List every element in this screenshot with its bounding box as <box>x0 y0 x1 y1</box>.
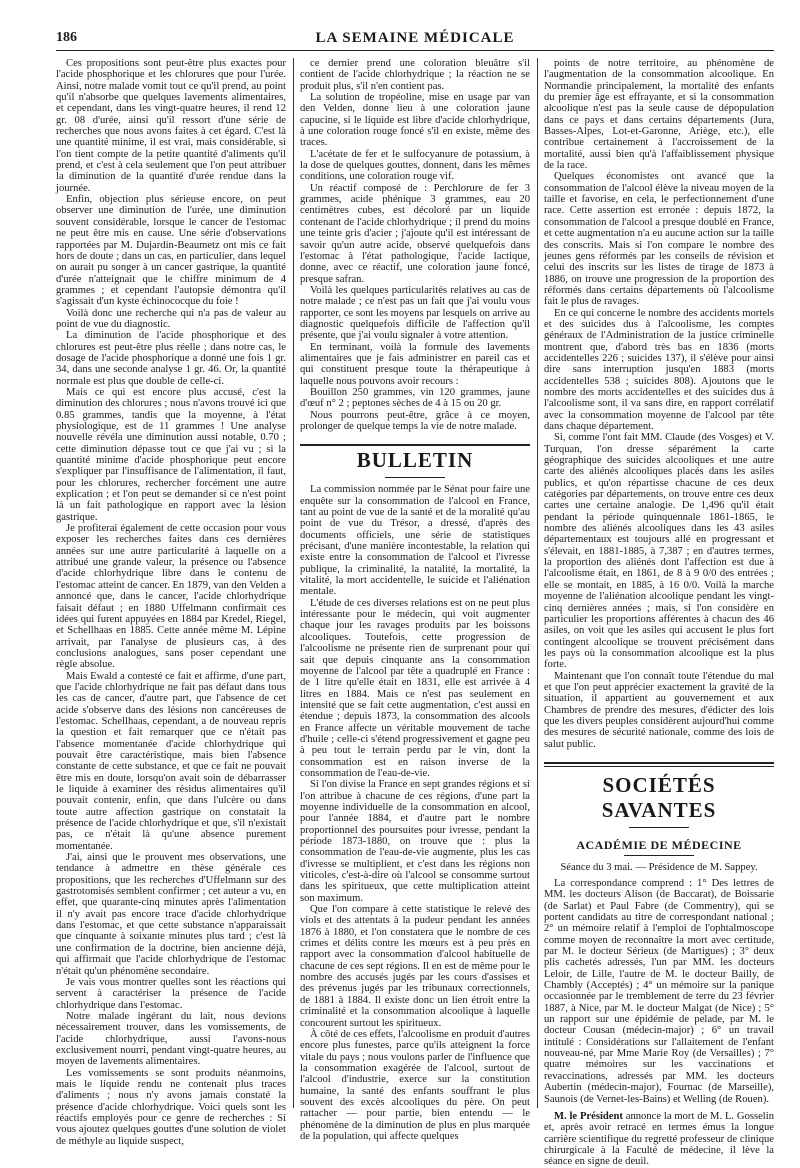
paragraph: Quelques économistes ont avancé que la consommation de l'alcool élève la niveau moyen de la taille et favorise, en cela, le perfectionnement d'une race. Cette assertion est erronée : depuis 1872, la consommation de l'alcool a presque doublé en France, et cette augmentation n'a eu aucune action sur la taille des conscrits. Mais si l'on compare le nombre des jeunes gens réformés par les conseils de révision et celui des inscrits sur les listes de tirage de 1873 à 1886, on trouve une progression de la proportion des réformés dans certains départements où l'alcoolisme fait le plus de ravages. <box>544 171 774 308</box>
heading-rule <box>300 444 530 446</box>
page-header <box>56 28 774 51</box>
paragraph: Voilà les quelques particularités relatives au cas de notre malade ; ce n'est pas un fait que j'ai voulu vous rapporter, ce sont les moyens par lesquels on arrive au diagnostic quelquefois difficile de l'affection qu'il présente, que j'ai voulu signaler à votre attention. <box>300 284 530 342</box>
paragraph <box>544 1111 774 1168</box>
paragraph: Je profiterai également de cette occasion pour vous exposer les recherches faites dans ces dernières années sur une autre particularité à laquelle on a attribué une grande valeur, la présence ou l'absence d'acide chlorhydrique libre dans le contenu de l'estomac atteint de cancer. En 1879, van den Velden a annoncé que, dans le cancer, l'acide chlorhydrique faisait défaut ; en 1880 Uffelmann confirmait ces idées qui furent appuyées en 1884 par Kredel, Riegel, et Schellhaas en 1885. Cette année même M. Lépine arrivait, par l'analyse de plusieurs cas, à des conclusions analogues, sans poser cependant une règle absolue. <box>56 523 286 671</box>
heading-underline <box>629 827 689 828</box>
paragraph: En terminant, voilà la formule des lavements alimentaires que je fais administrer en pareil cas et qui constituent presque toute la thérapeutique à laquelle nous pouvons avoir recours : <box>300 341 530 387</box>
societes-heading <box>544 762 774 828</box>
heading-rule <box>544 762 774 764</box>
paragraph: Mais ce qui est encore plus accusé, c'est la diminution des chlorures ; nous n'avons trouvé ici que 0.85 grammes, tandis que la moyenne, à l'état physiologique, est de 11 grammes ! Une analyse nouvelle révéla une diminution aussi notable, 0.70 ; cette diminution dépasse tout ce que j'ai vu ; si la quantité minime d'acide phosphorique peut encore s'expliquer par l'insuffisance de l'alimentation, il faut, pour les chlorures, rechercher forcément une autre explication ; et l'on peut se demander si ce n'est point là un fait pathologique en rapport avec la lésion gastrique. <box>56 386 286 523</box>
paragraph: La solution de tropéoline, mise en usage par van den Velden, donne lieu à une coloration jaune capucine, si le liquide est libre d'acide chlorhydrique, à une coloration rouge foncé s'il en existe, même des traces. <box>300 92 530 149</box>
section-title: SOCIÉTÉS SAVANTES <box>601 772 717 822</box>
paragraph: La diminution de l'acide phosphorique et des chlorures est peut-être plus réelle ; dans notre cas, le dosage de l'acide phosphorique a donné une fois 1 gr. 34, dans une seconde analyse 1 gr. 46. Or, la quantité normale est plus que double de celle-ci. <box>56 330 286 387</box>
paragraph: La commission nommée par le Sénat pour faire une enquête sur la consommation de l'alcool en France, tant au point de vue de la santé et de la moralité qu'au point de vue du Trésor, a dressé, d'après des documents officiels, une série de statistiques précisant, d'une manière incontestable, la relation qui existe entre la consommation de l'alcool et l'ivresse publique, la criminalité, la natalité, la mortalité, la vitalité, la mort accidentelle, le suicide et l'aliénation mentale. <box>300 484 530 598</box>
paragraph: Maintenant que l'on connaît toute l'étendue du mal et que l'on peut apprécier exactement la gravité de la situation, il appartient au gouvernement et aux Chambres de prendre des mesures, d'édicter des lois que les divers peuples considèrent aujourd'hui comme des mesures de sécurité nationale, comme des lois de salut public. <box>544 670 774 750</box>
bulletin-heading <box>300 444 530 478</box>
paragraph: Voilà donc une recherche qui n'a pas de valeur au point de vue du diagnostic. <box>56 307 286 330</box>
paragraph: Ces propositions sont peut-être plus exactes pour l'acide phosphorique et les chlorures que pour l'urée. Ainsi, notre malade vomit tout ce qu'il prend, au point qu'il n'absorbe que quelques lavements alimentaires, et cependant, dans les vingt-quatre heures, il rend 12 gr. 08 d'urée, ainsi qu'il ressort d'une série de recherches que nous avons faites à cet égard. C'est là une quantité minime, il est vrai, mais considérable, si l'on tient compte de la petite quantité d'aliments qu'il prend, et c'est à cela seulement que l'on peut attribuer la diminution de la quantité d'urée rendue dans la journée. <box>56 58 286 194</box>
column-divider <box>293 58 294 1108</box>
president-label: M. le Président <box>554 1110 623 1122</box>
section-title: BULLETIN <box>356 448 474 473</box>
column-3 <box>544 58 774 1168</box>
paragraph: La correspondance comprend : 1° Des lettres de MM. les docteurs Alison (de Baccarat), de Boissarie (de Sarlat) et Paul Fabre (de Commentry), qui se portent candidats au titre de correspondant national ; 2° un mémoire relatif à l'emploi de l'ophtalmoscope comme moyen de reconnaître la mort avec certitude, par M. le docteur Sérieux (de Martigues) ; 3° deux plis cachetés adressés, l'un par MM. les docteurs Leloir, de Lille, l'autre de M. le docteur Bailly, de Chambly (Acceptés) ; 4° un mémoire sur la panique occasionnée par le tremblement de terre du 23 février 1887, à Nice, par M. le docteur Malgat (de Nice) ; 5° un rapport sur une épidémie de pelade, par M. le docteur Cousan (médecin-major) ; 6° un travail intitulé : Considérations sur l'allaitement de l'enfant nouveau-né, par Mme Marie Roy (de Versailles) ; 7° quatre mémoires sur les vaccinations et revaccinations, adressés par MM. les docteurs Aubertin (médecin-major), Fournac (de Marseille), Saunois (de Vernet-les-Bains) et Welling (de Rouen). <box>544 877 774 1105</box>
paragraph-text: annonce la mort de M. L. Gosselin et, après avoir retracé en termes émus la longue carrière scientifique du regretté professeur de clinique chirurgicale à la Faculté de médecine, il lève la séance en signe de deuil. <box>544 1110 774 1168</box>
paragraph: Bouillon 250 grammes, vin 120 grammes, jaune d'œuf n° 2 ; peptones sèches de 4 à 15 ou 20 gr. <box>300 386 530 410</box>
subsection-title: ACADÉMIE DE MÉDECINE <box>576 837 742 852</box>
paragraph: Un réactif composé de : Perchlorure de fer 3 grammes, acide phénique 3 grammes, eau 20 centimètres cubes, est décoloré par un liquide contenant de l'acide chlorhydrique ; il prend du moins une teinte gris d'acier ; j'ajoute qu'il est intéressant de savoir qu'un autre acide, observé quelquefois dans l'estomac à l'état pathologique, l'acide lactique, donne, avec ce réactif, une coloration jaune foncé, presque safran. <box>300 182 530 285</box>
paragraph: Mais Ewald a contesté ce fait et affirme, d'une part, que l'acide chlorhydrique ne fait pas défaut dans tous les cas de cancer, d'autre part, que l'absence de cet acide s'observe dans des lésions non cancéreuses de l'estomac. Schellhaas, cependant, a de nouveau repris la question et fait remarquer que ce n'était pas l'absence momentanée d'acide chlorhydrique qui pouvait être caractéristique, mais bien l'absence constante de cette substance, et que ce fait ne pouvait être mis en doute, lorsqu'on avait soin de débarrasser le liquide à examiner des résidus alimentaires qu'il pouvait contenir, enfin, que dans l'ulcère ou dans toute autre affection gastrique on constatait la présence de l'acide chlorhydrique et que, s'il n'existait pas, ce n'était là qu'une absence purement momentanée. <box>56 670 286 852</box>
paragraph: Enfin, objection plus sérieuse encore, on peut observer une diminution de l'urée, une diminution souvent considérable, lorsque le cancer de l'estomac ne peut être mis en cause. Une série d'observations rapportées par M. Dujardin-Beaumetz ont mis ce fait hors de doute ; dans un cas, en particulier, dans lequel on aurait pu songer à un cancer gastrique, la quantité d'urée n'atteignait que le chiffre minimum de 4 grammes ; et cependant l'autopsie démontra qu'il s'agissait d'un kyste échinococque du foie ! <box>56 194 286 308</box>
paragraph: Si, comme l'ont fait MM. Claude (des Vosges) et V. Turquan, l'on dresse séparément la carte géographique des suicides alcooliques et une autre carte des aliénés alcooliques placés dans les asiles publics, et qu'on répartisse chacune de ces deux catégories par départements, on trouve entre ces deux cartes une certaine analogie. De 1,496 qu'il était pendant la période quinquennale 1861-1865, le nombre des aliénés alcooliques dans les 43 asiles départementaux est toujours allé en progressant et s'élevait, en 1881-1885, à 7,387 ; en d'autres termes, la proportion des aliénés dont l'affection est due à l'alcoolisme était, en 1861, de 8 à 9 0/0 des entrées ; elle se montait, en 1885, à 16 0/0. Voilà la marche moyenne de l'aliénation alcoolique pendant les vingt-cinq dernières années ; mais, si l'on considère en particulier les proportions afférentes à chacun des 46 asiles, on voit que les asiles qui accusent le plus fort contingent alcoolique se trouvent précisément dans les pays où la consommation alcoolique est la plus forte. <box>544 432 774 671</box>
column-divider <box>537 58 538 1108</box>
paragraph: points de notre territoire, au phénomène de l'augmentation de la consommation alcoolique. En Normandie principalement, la mortalité des enfants du premier âge est effrayante, et si la consommation alcoolique n'est pas la seule cause de dépopulation dans ce pays et dans certains départements (Jura, Basses-Alpes, Lot-et-Garonne, Ariège, etc.), elle contribue certainement à l'accroissement de la mortalité, aussi bien qu'à l'affaiblissement physique de la race. <box>544 58 774 172</box>
journal-page <box>56 28 774 1168</box>
columns <box>56 58 774 1168</box>
paragraph: L'étude de ces diverses relations est on ne peut plus intéressante pour le médecin, qui voit augmenter chaque jour les ravages produits par les boissons alcooliques. Toutefois, cette progression de l'alcoolisme ne présente rien de surprenant pour qui sait que depuis cinquante ans la consommation moyenne de l'alcool par tête a quadruplé en France : de 1 litre qu'elle était en 1831, elle est arrivée à 4 litres en 1884. Mais ce n'est pas seulement en intensité que se fait cette augmentation, c'est aussi en étendue ; depuis 1873, la consommation des alcools en France affecte un véritable mouvement de tache d'huile ; celle-ci s'étend progressivement et gagne peu à peu tout le terrain perdu par le vin, dont la consommation est en raison inverse de la consommation de l'eau-de-vie. <box>300 597 530 779</box>
paragraph: Nous pourrons peut-être, grâce à ce moyen, prolonger de quelque temps la vie de notre malade. <box>300 409 530 432</box>
paragraph: L'acétate de fer et le sulfocyanure de potassium, à la dose de quelques gouttes, donnent, dans les mêmes conditions, une coloration rouge vif. <box>300 148 530 183</box>
paragraph: Notre malade ingérant du lait, nous devions nécessairement trouver, dans les vomissements, de l'acide chlorhydrique, aussi l'avons-nous exclusivement nourri, pendant vingt-quatre heures, au moyen de lavements alimentaires. <box>56 1010 286 1068</box>
subsection-underline <box>624 855 694 856</box>
paragraph: À côté de ces effets, l'alcoolisme en produit d'autres encore plus funestes, parce qu'ils atteignent la force vitale du pays ; nous voulons parler de l'influence que la consommation exagérée de l'alcool, surtout de l'alcool d'industrie, exerce sur la constitution humaine, la santé des enfants souffrant le plus souvent des excès alcooliques du père. On peut rattacher — pour partie, bien entendu — le phénomène de la diminution de plus en plus marquée de la population, qui affecte quelques <box>300 1028 530 1142</box>
column-1 <box>56 58 286 1147</box>
paragraph: Que l'on compare à cette statistique le relevé des viols et des attentats à la pudeur pendant les années 1876 à 1880, et l'on constatera que le nombre de ces crimes et délits contre les mœurs est à peu près en rapport avec la consommation d'alcool habituelle de chacune de ces sept régions. Il en est de même pour le nombre des accusés jugés par les cours d'assises et des prévenus jugés par les tribunaux correctionnels, de 1881 à 1884. Il existe donc un lien étroit entre la criminalité et la consommation alcoolique à laquelle concourent surtout les spiritueux. <box>300 904 530 1029</box>
paragraph: J'ai, ainsi que le prouvent mes observations, une tendance à admettre en thèse générale ces propositions, que les recherches d'Uffelmann sur des gastrotomisés semblent confirmer ; cet auteur a vu, en effet, que quarante-cinq minutes après l'alimentation il n'y avait pas encore trace d'acide chlorhydrique dans l'estomac, et que cette substance n'apparaissait que cinquante à soixante minutes plus tard ; c'est là une confirmation de la doctrine, bien ancienne déjà, qui affirmait que l'acide chlorhydrique de l'estomac n'était qu'un phénomène secondaire. <box>56 852 286 977</box>
paragraph: Si l'on divise la France en sept grandes régions et si l'on attribue à chacune de ces régions, d'une part la moyenne individuelle de la consommation en alcool, pour l'année 1884, et d'autre part le nombre proportionnel des poursuites pour ivresse, pendant la période 1873-1880, on trouve que : plus la consommation de l'eau-de-vie augmente, plus les cas d'ivresse se multiplient, et c'est dans les régions non viticoles, c'est-à-dire où l'alcool se consomme surtout dans les spiritueux, que cette multiplication atteint son maximum. <box>300 779 530 904</box>
heading-rule <box>544 766 774 767</box>
paragraph: ce dernier prend une coloration bleuâtre s'il contient de l'acide chlorhydrique ; la réaction ne se produit plus, s'il n'en contient pas. <box>300 58 530 92</box>
heading-underline <box>385 477 445 478</box>
paragraph: En ce qui concerne le nombre des accidents mortels et des suicides dus à l'alcoolisme, les comptes généraux de l'Administration de la justice criminelle montrent que, d'abord très bas en 1836 (morts accidentelles 226 ; suicides 137), il s'élève pour ainsi dire sans interruption jusqu'en 1883 (morts accidentelles 538 ; suicides 808). Ajoutons que le nombre des morts accidentelles et des suicides dus à l'alcoolisme sont, il va sans dire, en rapport corrélatif avec la consommation moyenne de l'alcool par tête dans chaque département. <box>544 307 774 432</box>
paragraph: Les vomissements se sont produits néanmoins, mais le liquide rendu ne contenait plus traces d'aliments ; nous n'y avons jamais constaté la présence d'acide chlorhydrique. Voici quels sont les réactifs employés pour ce genre de recherches : Si vous ajoutez quelques gouttes d'une solution de violet de méthyle au liquide suspect, <box>56 1067 286 1147</box>
session-line: Séance du 3 mai. — Présidence de M. Sappey. <box>560 861 758 873</box>
paragraph: Je vais vous montrer quelles sont les réactions qui servent à caractériser la présence de l'acide chlorhydrique dans l'estomac. <box>56 976 286 1011</box>
column-2 <box>300 58 530 1142</box>
journal-title: LA SEMAINE MÉDICALE <box>315 30 515 46</box>
page-number: 186 <box>56 30 77 45</box>
